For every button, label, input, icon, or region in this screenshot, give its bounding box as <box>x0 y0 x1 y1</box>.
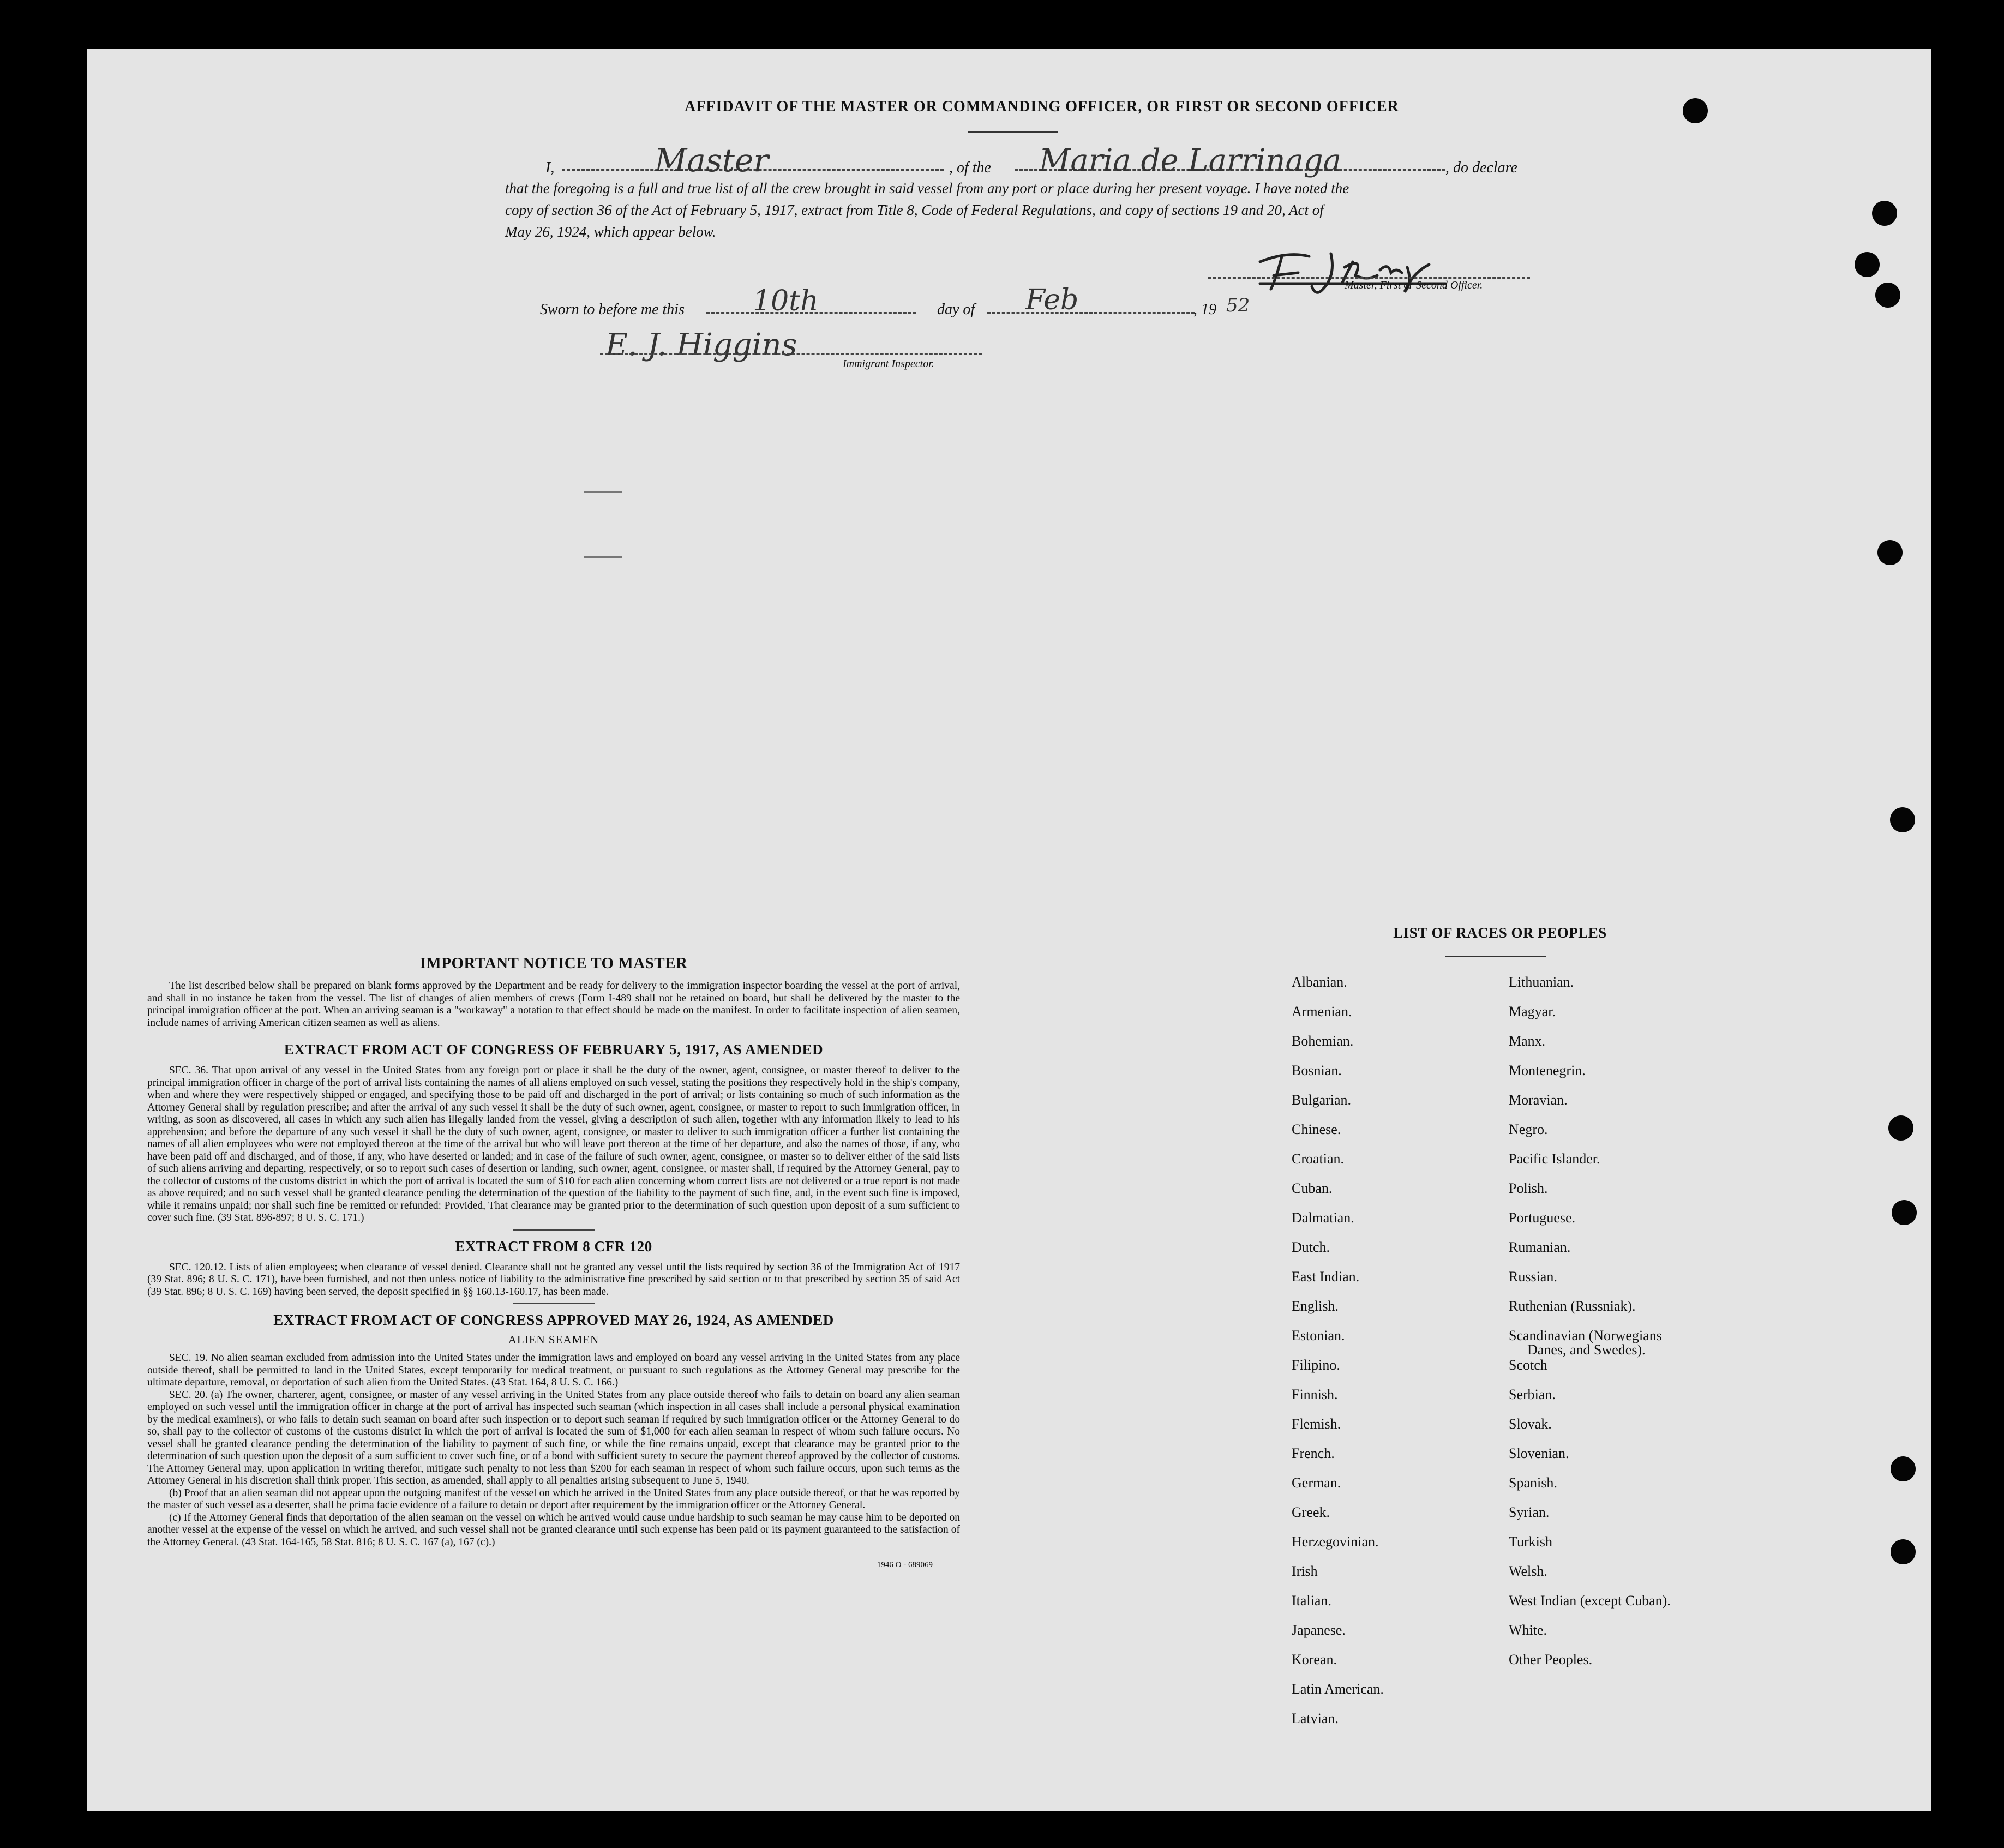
race-item: Latvian. <box>1292 1711 1339 1726</box>
sworn-label: Sworn to before me this <box>540 301 685 318</box>
day-of-label: day of <box>937 301 975 318</box>
race-item: Montenegrin. <box>1509 1063 1586 1078</box>
binder-hole <box>1891 1456 1916 1481</box>
race-item: Scotch <box>1509 1357 1547 1373</box>
race-item: English. <box>1292 1298 1339 1314</box>
month-handwritten: Feb <box>1025 284 1079 316</box>
race-item: Chinese. <box>1292 1121 1341 1137</box>
print-code: 1946 O - 689069 <box>877 1561 933 1569</box>
race-item: Japanese. <box>1292 1622 1346 1638</box>
race-item: Ruthenian (Russniak). <box>1509 1298 1636 1314</box>
race-item: Bosnian. <box>1292 1063 1342 1078</box>
notice-title: IMPORTANT NOTICE TO MASTER <box>419 955 688 972</box>
extract-1917-body: SEC. 36. That upon arrival of any vessel in the United States from any foreign port or place it shall be the duty of the owner, agent, consignee, or master thereof to deliver to the principal immigration officer in charge of the port of arrival lists containing the names of all aliens employed on such vessel, stating the positions they respectively hold in the ship's company, when and where they were respectively shipped or engaged, and specifying those to be paid off and discharged in the port of arrival; or lists containing so much of such information as the Attorney General shall by regulation prescribe; and after the arrival of any such vessel it shall be the duty of such owner, agent, consignee, or master to report to such immigration officer, in writing, as soon as discovered, all cases in which any such alien has illegally landed from the vessel, giving a description of such alien, together with any information likely to lead to his apprehension; and before the departure of any such vessel it shall be the duty of such owner, agent, consignee, or master to deliver to such immigration officer a further list containing the names of all alien employees who were not employed thereon at the time of the arrival but who will leave port thereon at the time of her departure, and also the names of those, if any, who have been paid off and discharged, and of those, if any, who have deserted or landed; and in case of the failure of such owner, agent, consignee, or master so to deliver either of the said lists of such aliens arriving and departing, respectively, or so to report such cases of desertion or landing, such owner, agent, consignee, or master shall, if required by the Attorney General, pay to the collector of customs of the customs district in which the port of arrival is located the sum of $10 for each alien concerning whom correct lists are not delivered or a true report is not made as above required; and no such vessel shall be granted clearance pending the determination of the question of the liability to the payment of such fine, and, in the event such fine is imposed, while it remains unpaid; nor shall such fine be remitted or refunded: Provided, That clearance may be granted prior to the determination of such question upon deposit of a sum sufficient to cover such fine. (39 Stat. 896-897; 8 U. S. C. 171.) <box>147 1065 960 1223</box>
races-title: LIST OF RACES OR PEOPLES <box>1393 925 1607 941</box>
binder-hole <box>1875 283 1900 308</box>
binder-hole <box>1855 252 1880 277</box>
master-title-handwritten: Master <box>655 142 769 179</box>
race-item: Flemish. <box>1292 1416 1341 1432</box>
race-item: Magyar. <box>1509 1004 1556 1019</box>
race-item: Polish. <box>1509 1180 1548 1196</box>
sworn-day-handwritten: 10th <box>753 285 819 317</box>
extract-cfr-body: SEC. 120.12. Lists of alien employees; when clearance of vessel denied. Clearance shall not be granted any vessel until the lists required by section 36 of the Immigration Act of 1917 (39 Stat. 896; 8 U. S. C. 171), have been furnished, and not then unless notice of liability to the administrative fine prescribed by said section or to that prescribed by section 35 of said Act (39 Stat. 896; 8 U. S. C. 169) having been served, the deposit specified in §§ 160.13-160.17, has been made. <box>147 1261 960 1298</box>
inspector-signature: E. J. Higgins <box>605 327 797 363</box>
binder-hole <box>1683 98 1708 123</box>
section-divider <box>513 1229 595 1231</box>
binder-hole <box>1892 1200 1917 1225</box>
stray-dash <box>584 491 622 493</box>
race-item: Filipino. <box>1292 1357 1340 1373</box>
race-item: Pacific Islander. <box>1509 1151 1600 1167</box>
race-item: Turkish <box>1509 1534 1552 1550</box>
year-handwritten: 52 <box>1226 295 1250 316</box>
race-item: Greek. <box>1292 1504 1330 1520</box>
binder-hole <box>1888 1115 1913 1141</box>
binder-hole <box>1890 807 1915 832</box>
race-item: Slovenian. <box>1509 1445 1569 1461</box>
race-item: Portuguese. <box>1509 1210 1576 1226</box>
race-item: Bulgarian. <box>1292 1092 1352 1108</box>
notice-body-container <box>147 980 960 1029</box>
binder-hole <box>1877 540 1903 565</box>
race-item: Herzegovinian. <box>1292 1534 1379 1550</box>
races-title-underline <box>1445 956 1546 957</box>
race-item: Negro. <box>1509 1121 1548 1137</box>
extract-1924-container <box>147 1352 960 1549</box>
race-item: Moravian. <box>1509 1092 1568 1108</box>
affidavit-body-line1: that the foregoing is a full and true list of all the crew brought in said vessel from any port or place during her present voyage. I have noted the <box>505 180 1349 196</box>
extract-1924-title: EXTRACT FROM ACT OF CONGRESS APPROVED MAY 26, 1924, AS AMENDED <box>273 1312 834 1328</box>
race-item: Finnish. <box>1292 1387 1338 1402</box>
race-item: East Indian. <box>1292 1269 1360 1285</box>
binder-hole <box>1872 201 1897 226</box>
race-item: Bohemian. <box>1292 1033 1354 1049</box>
race-item: Slovak. <box>1509 1416 1552 1432</box>
inspector-caption: Immigrant Inspector. <box>843 358 934 370</box>
race-item: Serbian. <box>1509 1387 1556 1402</box>
race-item: Irish <box>1292 1563 1318 1579</box>
affidavit-i-label: I, <box>545 159 555 176</box>
affidavit-body-line3: May 26, 1924, which appear below. <box>505 224 716 240</box>
title-underline <box>968 131 1058 133</box>
extract-1924-para: (c) If the Attorney General finds that deportation of the alien seaman on the vessel on which he arrived would cause undue hardship to such seaman he may cause him to be deported on another vessel at the expense of the vessel on which he arrived, and such vessel shall not be granted clearance until such expense has been paid or its payment guaranteed to the satisfaction of the Attorney General. (43 Stat. 164-165, 58 Stat. 816; 8 U. S. C. 167 (a), 167 (c).) <box>147 1511 960 1548</box>
month-line <box>987 312 1195 314</box>
race-item: Italian. <box>1292 1593 1331 1609</box>
race-item: Latin American. <box>1292 1681 1384 1697</box>
signature-text <box>1309 256 1311 257</box>
race-item: Dalmatian. <box>1292 1210 1354 1226</box>
section-divider <box>513 1303 595 1304</box>
race-item: West Indian (except Cuban). <box>1509 1593 1671 1609</box>
extract-1917-title: EXTRACT FROM ACT OF CONGRESS OF FEBRUARY 5, 1917, AS AMENDED <box>284 1041 824 1058</box>
do-declare-label: , do declare <box>1445 159 1517 176</box>
race-item: White. <box>1509 1622 1547 1638</box>
race-item: Russian. <box>1509 1269 1557 1285</box>
extract-cfr-title: EXTRACT FROM 8 CFR 120 <box>455 1238 652 1255</box>
signature-caption: Master, First or Second Officer. <box>1345 279 1483 291</box>
year-prefix: , 19 <box>1193 301 1216 318</box>
race-item: Danes, and Swedes). <box>1527 1342 1646 1358</box>
race-item: Lithuanian. <box>1509 974 1574 990</box>
race-item: Spanish. <box>1509 1475 1557 1491</box>
affidavit-body-line2: copy of section 36 of the Act of February 5, 1917, extract from Title 8, Code of Federal Regulations, and copy of sections 19 and 20, Act of <box>505 202 1324 218</box>
race-item: Manx. <box>1509 1033 1546 1049</box>
extract-1924-para: SEC. 19. No alien seaman excluded from admission into the United States under the immigration laws and employed on board any vessel arriving in the United States from any place outside thereof, shall be permitted to land in the United States, except temporarily for medical treatment, or pursuant to such regulations as the Attorney General may prescribe for the ultimate departure, removal, or deportation of such alien from the United States. (43 Stat. 164, 8 U. S. C. 166.) <box>147 1352 960 1388</box>
race-item: Welsh. <box>1509 1563 1547 1579</box>
of-the-label: , of the <box>949 159 991 176</box>
notice-section <box>147 955 960 1570</box>
binder-hole <box>1891 1539 1916 1564</box>
affidavit-title: AFFIDAVIT OF THE MASTER OR COMMANDING OFFICER, OR FIRST OR SECOND OFFICER <box>685 98 1399 115</box>
race-item: Other Peoples. <box>1509 1652 1593 1667</box>
race-item: Scandinavian (Norwegians <box>1509 1328 1662 1343</box>
race-item: German. <box>1292 1475 1341 1491</box>
signature-line <box>1208 277 1530 279</box>
race-item: French. <box>1292 1445 1335 1461</box>
race-item: Korean. <box>1292 1652 1337 1667</box>
race-item: Albanian. <box>1292 974 1347 990</box>
extract-1924-para: SEC. 20. (a) The owner, charterer, agent, consignee, or master of any vessel arriving in the United States from any place outside thereof who fails to detain on board any alien seaman employed on such vessel until the immigration officer in charge at the port of arrival has inspected such seaman (which inspection in all cases shall include a personal physical examination by the medical examiners), or who fails to detain such seaman on board after such inspection or to deport such seaman if required by such immigration officer or the Attorney General to do so, shall pay to the collector of customs of the customs district in which the port of arrival is located the sum of $1,000 for each alien seaman in respect of whom such failure occurs. No vessel shall be granted clearance pending the determination of the liability to payment of such fine, or while the fine remains unpaid, except that clearance may be granted prior to the determination of such question upon the deposit of a sum sufficient to cover such fine, or of a bond with sufficient surety to secure the payment thereof approved by the collector of customs. The Attorney General may, upon application in writing therefor, mitigate such penalty to not less than $200 for each seaman in respect of whom such failure occurs, upon such terms as the Attorney General in his discretion shall think proper. This section, as amended, shall apply to all penalties arising subsequent to June 5, 1940. <box>147 1389 960 1486</box>
inspector-line <box>600 353 982 355</box>
race-item: Syrian. <box>1509 1504 1550 1520</box>
race-item: Croatian. <box>1292 1151 1345 1167</box>
race-item: Dutch. <box>1292 1239 1330 1255</box>
race-item: Cuban. <box>1292 1180 1333 1196</box>
extract-1924-subtitle: ALIEN SEAMEN <box>508 1333 599 1346</box>
race-item: Rumanian. <box>1509 1239 1571 1255</box>
extract-cfr-container <box>147 1262 960 1299</box>
extract-1924-para: (b) Proof that an alien seaman did not appear upon the outgoing manifest of the vessel on which he arrived in the United States from any place outside thereof, or that he was reported by the master of such vessel as a deserter, shall be prima facie evidence of a failure to detain or deport after requirement by the immigration officer or the Attorney General. <box>147 1487 960 1511</box>
vessel-name-handwritten: Maria de Larrinaga <box>1039 143 1342 178</box>
stray-dash <box>584 556 622 558</box>
extract-1917-container <box>147 1065 960 1225</box>
race-item: Estonian. <box>1292 1328 1345 1343</box>
race-item: Armenian. <box>1292 1004 1352 1019</box>
notice-body: The list described below shall be prepared on blank forms approved by the Department and be ready for delivery to the immigration inspector boarding the vessel at the port of arrival, and shall in no instance be taken from the vessel. The list of changes of alien members of crews (Form I-489 shall not be retained on board, but shall be delivered by the master to the principal immigration officer at the port. When an arriving seaman is a "workaway" a notation to that effect should be made on the manifest. In order to facilitate inspection of alien seamen, include names of arriving American citizen seamen as well as aliens. <box>147 980 960 1029</box>
